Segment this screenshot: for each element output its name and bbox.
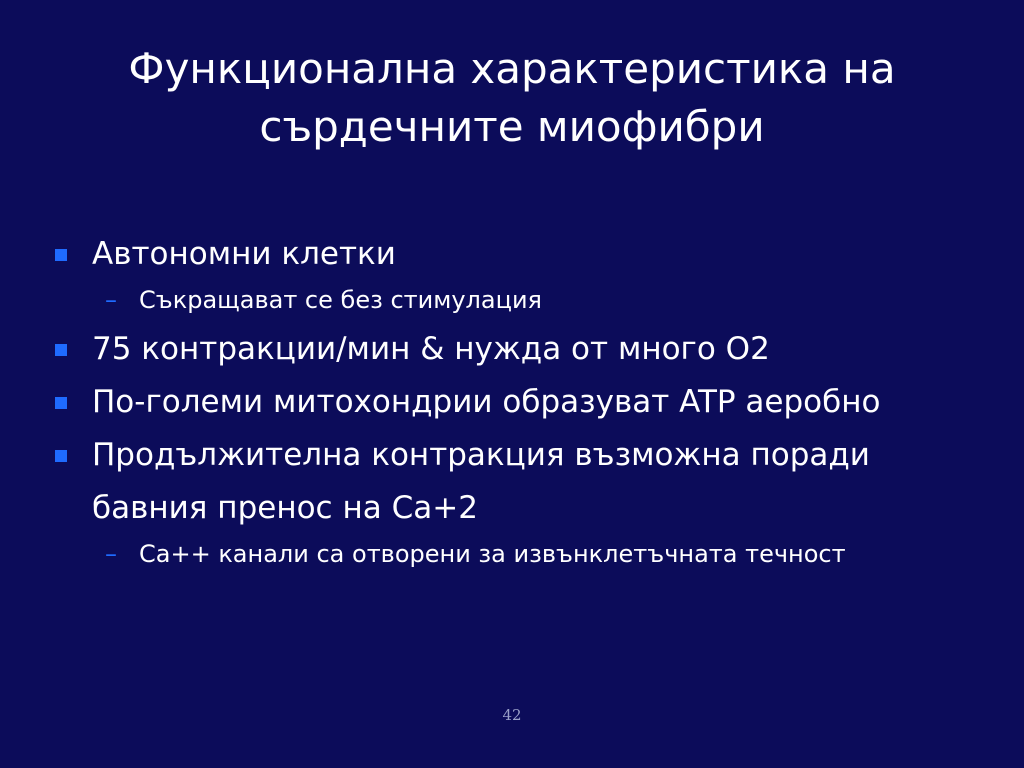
square-bullet-icon — [55, 397, 67, 409]
slide-title — [40, 40, 984, 156]
dash-bullet-icon: – — [105, 540, 117, 568]
dash-bullet-icon: – — [105, 286, 117, 314]
bullet-text — [92, 376, 1015, 429]
sub-bullet-item — [55, 535, 1015, 573]
bullet-line: Продължителна контракция възможна поради — [92, 437, 870, 473]
bullet-line: 75 контракции/мин & нужда от много О2 — [92, 331, 770, 367]
bullet-text — [92, 323, 1015, 376]
bullet-text — [92, 228, 1015, 281]
bullet-line: По-големи митохондрии образуват ATP аеробно — [92, 384, 881, 420]
sub-bullet-text: Са++ канали са отворени за извънклетъчната течност — [139, 540, 846, 568]
title-line-2: сърдечните миофибри — [259, 102, 765, 151]
bullet-item — [55, 376, 1015, 429]
sub-bullet-text: Съкращават се без стимулация — [139, 286, 542, 314]
bullet-item — [55, 429, 1015, 535]
bullet-text — [92, 429, 1015, 535]
square-bullet-icon — [55, 249, 67, 261]
page-number: 42 — [502, 706, 522, 724]
bullet-item — [55, 323, 1015, 376]
bullet-item — [55, 228, 1015, 281]
sub-bullet-item — [55, 281, 1015, 319]
bullet-line: бавния пренос на Са+2 — [92, 490, 478, 526]
title-line-1: Функционална характеристика на — [128, 44, 896, 93]
square-bullet-icon — [55, 344, 67, 356]
square-bullet-icon — [55, 450, 67, 462]
bullet-line: Автономни клетки — [92, 236, 396, 272]
bullet-list — [55, 228, 1015, 577]
